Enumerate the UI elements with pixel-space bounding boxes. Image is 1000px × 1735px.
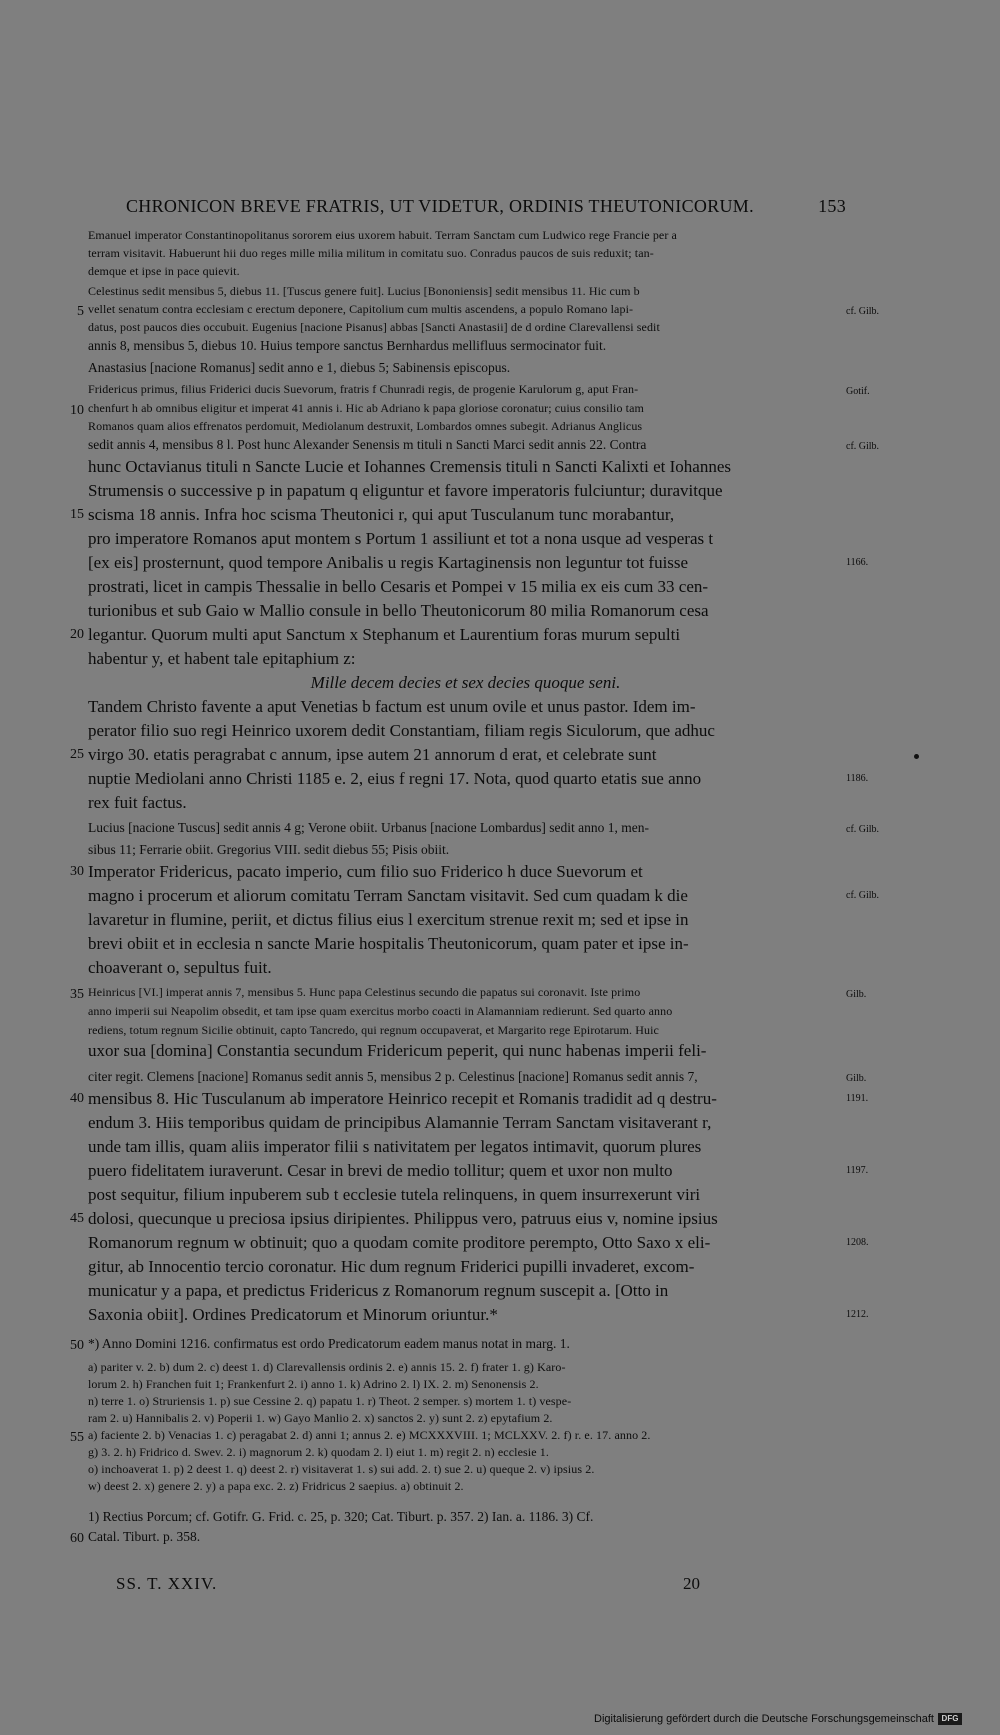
line-text: Romanos quam alios effrenatos perdomuit, Mediolanum destruxit, Lombardos omnes subegit. Adrianus Anglicus: [88, 419, 643, 433]
line-text: *) Anno Domini 1216. confirmatus est ordo Predicatorum eadem manus notat in marg. 1.: [88, 1335, 570, 1351]
line-text: lorum 2. h) Franchen fuit 1; Frankenfurt 2. i) anno 1. k) Adrino 2. l) IX. 2. m) Senonensis 2.: [88, 1377, 539, 1391]
line-text: citer regit. Clemens [nacione] Romanus sedit annis 5, mensibus 2 p. Celestinus [nacione] Romanus sedit annis 7,: [88, 1068, 698, 1084]
line-text: 1) Rectius Porcum; cf. Gotifr. G. Frid. c. 25, p. 320; Cat. Tiburt. p. 357. 2) Ian. a. 1186. 3) Cf.: [88, 1508, 594, 1524]
text-line: [88, 769, 869, 790]
margin-note: Gotif.: [846, 386, 870, 397]
text-line: [88, 910, 843, 931]
line-text: Lucius [nacione Tuscus] sedit annis 4 g; Verone obiit. Urbanus [nacione Lombardus] sedit anno 1, men-: [88, 819, 650, 835]
text-line: [88, 1004, 843, 1020]
text-line: [70, 1428, 843, 1445]
text-line: [88, 228, 843, 244]
digitization-credit: [594, 1713, 962, 1725]
line-text: terram visitavit. Habuerunt hii duo reges mille milia militum in comitatu suo. Conradus paucos de suis reduxit; tan-: [88, 246, 654, 260]
text-line: [88, 1411, 843, 1427]
running-header: [126, 196, 846, 217]
text-line: [88, 958, 843, 979]
line-text: a) pariter v. 2. b) dum 2. c) deest 1. d) Clarevallensis ordinis 2. e) annis 15. 2. f) frater 1. g) Karo-: [88, 1360, 566, 1374]
line-text: hunc Octavianus tituli n Sancte Lucie et Iohannes Cremensis tituli n Sancti Kalixti et Iohannes: [88, 457, 732, 476]
line-text: Fridericus primus, filius Friderici ducis Suevorum, fratris f Chunradi regis, de progenie Karulorum g, aput Fran-: [88, 382, 639, 396]
text-line: [88, 481, 843, 502]
line-text: anno imperii sui Neapolim obsedit, et tam ipse quam exercitus morbo coacti in Alamanniam redierunt. Sed quarto anno: [88, 1004, 673, 1018]
margin-note: 1191.: [846, 1093, 869, 1104]
text-line: [88, 1479, 843, 1495]
text-line: [70, 985, 867, 1002]
line-text: Imperator Fridericus, pacato imperio, cum filio suo Friderico h duce Suevorum et: [88, 862, 643, 881]
line-text: annis 8, mensibus 5, diebus 10. Huius tempore sanctus Bernhardus mellifluus sermocinator fuit.: [88, 337, 607, 353]
text-line: [88, 419, 843, 435]
ink-spot: [914, 754, 919, 759]
text-line: [88, 1113, 843, 1134]
line-text: Strumensis o successive p in papatum q eliguntur et favore imperatoris fulciuntur; duravitque: [88, 481, 723, 500]
margin-note: 1186.: [846, 773, 869, 784]
line-number: 20: [70, 627, 84, 642]
line-text: pro imperatore Romanos aput montem s Portum 1 assiliunt et tot a nona usque ad vesperas t: [88, 529, 714, 548]
sheet-number: 20: [683, 1574, 700, 1593]
line-text: unde tam illis, quam aliis imperator filii s nativitatem per legatos intimavit, quorum plures: [88, 1137, 702, 1156]
line-number: 45: [70, 1211, 84, 1226]
line-text: prostrati, licet in campis Thessalie in bello Cesaris et Pompei v 15 milia ex eis cum 33 cen-: [88, 577, 709, 596]
line-text: chenfurt h ab omnibus eligitur et imperat 41 annis i. Hic ab Adriano k papa gloriose coronatur; cuius consilio tam: [88, 401, 644, 415]
margin-note: cf. Gilb.: [846, 306, 880, 317]
line-text: nuptie Mediolani anno Christi 1185 e. 2, eius f regni 17. Nota, quod quarto etatis sue anno: [88, 769, 702, 788]
text-line: [88, 1137, 843, 1158]
text-line: [88, 1305, 869, 1326]
text-line: [88, 1281, 843, 1302]
text-line: [88, 1394, 843, 1410]
text-line: [70, 505, 843, 526]
line-text: Celestinus sedit mensibus 5, diebus 11. [Tuscus genere fuit]. Lucius [Bononiensis] sedit mensibus 11. Hic cum b: [88, 284, 640, 298]
line-text: mensibus 8. Hic Tusculanum ab imperatore Heinrico recepit et Romanis tradidit ad q destru-: [88, 1089, 717, 1108]
line-number: 10: [70, 403, 84, 418]
line-text: Catal. Tiburt. p. 358.: [88, 1528, 201, 1544]
text-line: [88, 529, 843, 550]
text-line: [88, 284, 843, 300]
line-text: Saxonia obiit]. Ordines Predicatorum et Minorum oriuntur.*: [88, 1305, 498, 1324]
line-text: sibus 11; Ferrarie obiit. Gregorius VIII. sedit diebus 55; Pisis obiit.: [88, 841, 450, 857]
line-text: virgo 30. etatis peragrabat c annum, ipse autem 21 annorum d erat, et celebrate sunt: [88, 745, 657, 764]
text-line: [88, 673, 843, 694]
line-text: ram 2. u) Hannibalis 2. v) Poperii 1. w) Gayo Manlio 2. x) sanctos 2. y) sunt 2. z) epytafium 2.: [88, 1411, 553, 1425]
text-line: [88, 1462, 843, 1478]
text-line: [88, 246, 843, 262]
line-number: 25: [70, 747, 84, 762]
text-line: [88, 577, 843, 598]
text-line: [88, 360, 843, 378]
text-line: [70, 862, 843, 883]
line-text: a) faciente 2. b) Venacias 1. c) peragabat 2. d) anni 1; annus 2. e) MCXXXVIII. 1; MCLXXV. 2. f) r. e. 17. anno 2.: [88, 1428, 651, 1442]
line-text: endum 3. Hiis temporibus quidam de principibus Alamannie Terram Sanctam visitaverant r,: [88, 1113, 712, 1132]
text-line: [88, 601, 843, 622]
text-line: [88, 436, 880, 455]
line-text: Heinricus [VI.] imperat annis 7, mensibus 5. Hunc papa Celestinus secundo die papatus sui coronavit. Iste primo: [88, 985, 641, 999]
text-line: [88, 842, 843, 860]
line-text: legantur. Quorum multi aput Sanctum x Stephanum et Laurentium foras murum sepulti: [88, 625, 681, 644]
line-text: Tandem Christo favente a aput Venetias b factum est unum ovile et unus pastor. Idem im-: [88, 697, 696, 716]
text-line: [88, 264, 843, 280]
line-text: datus, post paucos dies occubuit. Eugenius [nacione Pisanus] abbas [Sancti Anastasii] de d ordine Clarevallensi sedit: [88, 320, 660, 334]
text-line: [88, 886, 880, 907]
text-line: [88, 457, 843, 478]
line-text: Emanuel imperator Constantinopolitanus sororem eius uxorem habuit. Terram Sanctam cum Ludwico rege Francie per a: [88, 228, 677, 242]
line-text: [ex eis] prosternunt, quod tempore Anibalis u regis Kartaginensis non leguntur tot fuisse: [88, 553, 689, 572]
text-line: [88, 320, 843, 336]
text-line: [88, 1185, 843, 1206]
text-line: [88, 338, 843, 356]
line-text: scisma 18 annis. Infra hoc scisma Theutonici r, qui aput Tusculanum tunc morabantur,: [88, 505, 675, 524]
line-text: lavaretur in flumine, periit, et dictus filius eius l exercitum strenue rexit m; sed et ipse in: [88, 910, 689, 929]
line-text: w) deest 2. x) genere 2. y) a papa exc. 2. z) Fridricus 2 saepius. a) obtinuit 2.: [88, 1479, 464, 1493]
line-number: 50: [70, 1337, 84, 1353]
text-line: [70, 1528, 843, 1547]
text-line: [88, 697, 843, 718]
line-number: 35: [70, 987, 84, 1002]
line-text: choaverant o, sepultus fuit.: [88, 958, 272, 977]
text-line: [88, 1161, 869, 1182]
text-line: [88, 1509, 843, 1527]
line-text: Anastasius [nacione Romanus] sedit anno e 1, diebus 5; Sabinensis episcopus.: [88, 359, 511, 375]
text-line: [88, 721, 843, 742]
line-text: rex fuit factus.: [88, 793, 187, 812]
volume-signature: SS. T. XXIV.: [116, 1574, 218, 1593]
line-number: 40: [70, 1091, 84, 1106]
line-text: dolosi, quecunque u preciosa ipsius diripientes. Philippus vero, patruus eius v, nomine ipsius: [88, 1209, 718, 1228]
margin-note: 1208.: [846, 1237, 869, 1248]
line-text: post sequitur, filium inpuberem sub t ecclesie tutela relinquens, in quem insurrexerunt viri: [88, 1185, 701, 1204]
line-text: magno i procerum et aliorum comitatu Terram Sanctam visitavit. Sed cum quadam k die: [88, 886, 688, 905]
margin-note: Gilb.: [846, 1072, 867, 1084]
line-text: demque et ipse in pace quievit.: [88, 264, 240, 278]
line-text: gitur, ab Innocentio tercio coronatur. Hic dum regnum Friderici pupilli invaderet, excom-: [88, 1257, 695, 1276]
margin-note: cf. Gilb.: [846, 440, 880, 452]
text-line: [88, 793, 843, 814]
text-line: [88, 1023, 843, 1039]
line-text: perator filio suo regi Heinrico uxorem dedit Constantiam, filiam regis Siculorum, que adhuc: [88, 721, 715, 740]
text-line: [88, 649, 843, 670]
text-line: [88, 1360, 843, 1376]
line-text: puero fidelitatem iuraverunt. Cesar in brevi de medio tollitur; quem et uxor non multo: [88, 1161, 673, 1180]
text-line: [88, 934, 843, 955]
text-line: [77, 302, 880, 319]
text-line: [70, 745, 843, 766]
line-text: turionibus et sub Gaio w Mallio consule in bello Theutonicorum 80 milia Romanorum cesa: [88, 601, 709, 620]
text-line: [70, 1335, 843, 1354]
line-text: Mille decem decies et sex decies quoque seni.: [310, 673, 621, 692]
line-text: rediens, totum regnum Sicilie obtinuit, capto Tancredo, qui regnum occupaverat, et Margarito rege Epirotarum. Huic: [88, 1023, 659, 1037]
line-number: 30: [70, 864, 84, 879]
margin-note: 1212.: [846, 1309, 869, 1320]
text-line: [70, 625, 843, 646]
line-number: 15: [70, 507, 84, 522]
credit-text: Digitalisierung gefördert durch die Deutsche Forschungsgemeinschaft: [594, 1713, 934, 1725]
text-line: [88, 1233, 869, 1254]
line-number: 55: [70, 1430, 84, 1445]
text-line: [88, 1257, 843, 1278]
line-text: Romanorum regnum w obtinuit; quo a quodam comite proditore perempto, Otto Saxo x eli-: [88, 1233, 711, 1252]
text-line: [88, 382, 870, 398]
text-line: [88, 1377, 843, 1393]
line-text: vellet senatum contra ecclesiam c erectum deponere, Capitolium cum multis ascendens, a populo Romano lapi-: [88, 302, 634, 316]
line-text: sedit annis 4, mensibus 8 l. Post hunc Alexander Senensis m tituli n Sancti Marci sedit annis 22. Contra: [88, 436, 647, 452]
line-text: o) inchoaverat 1. p) 2 deest 1. q) deest 2. r) visitaverat 1. s) sui add. 2. t) sue 2. u) queque 2. v) ipsius 2.: [88, 1462, 595, 1476]
text-line: [70, 1089, 869, 1110]
text-line: [70, 401, 843, 418]
text-line: [88, 1445, 843, 1461]
text-line: [88, 1068, 867, 1087]
text-line: [88, 819, 880, 838]
page-number: 153: [818, 196, 846, 216]
margin-note: cf. Gilb.: [846, 890, 880, 901]
line-number: 60: [70, 1530, 84, 1546]
margin-note: Gilb.: [846, 989, 867, 1000]
text-line: [70, 1209, 843, 1230]
header-title: CHRONICON BREVE FRATRIS, UT VIDETUR, ORDINIS THEUTONICORUM.: [126, 196, 754, 216]
line-text: g) 3. 2. h) Fridrico d. Swev. 2. i) magnorum 2. k) quodam 2. l) eiut 1. m) regit 2. n) ecclesie 1.: [88, 1445, 549, 1459]
text-line: [88, 1041, 843, 1062]
margin-note: 1197.: [846, 1165, 869, 1176]
line-text: n) terre 1. o) Struriensis 1. p) sue Cessine 2. q) papatu 1. r) Theot. 2 semper. s) mortem 1. t) vespe-: [88, 1394, 572, 1408]
margin-note: 1166.: [846, 557, 869, 568]
margin-note: cf. Gilb.: [846, 823, 880, 835]
dfg-logo-icon: DFG: [938, 1713, 962, 1725]
line-number: 5: [77, 304, 84, 319]
line-text: habentur y, et habent tale epitaphium z:: [88, 649, 356, 668]
line-text: uxor sua [domina] Constantia secundum Fridericum peperit, qui nunc habenas imperii feli-: [88, 1041, 707, 1060]
line-text: brevi obiit et in ecclesia n sancte Marie hospitalis Theutonicorum, quam pater et ipse in-: [88, 934, 689, 953]
line-text: municatur y a papa, et predictus Fridericus z Romanorum regnum suscepit a. [Otto in: [88, 1281, 669, 1300]
text-line: [88, 553, 869, 574]
